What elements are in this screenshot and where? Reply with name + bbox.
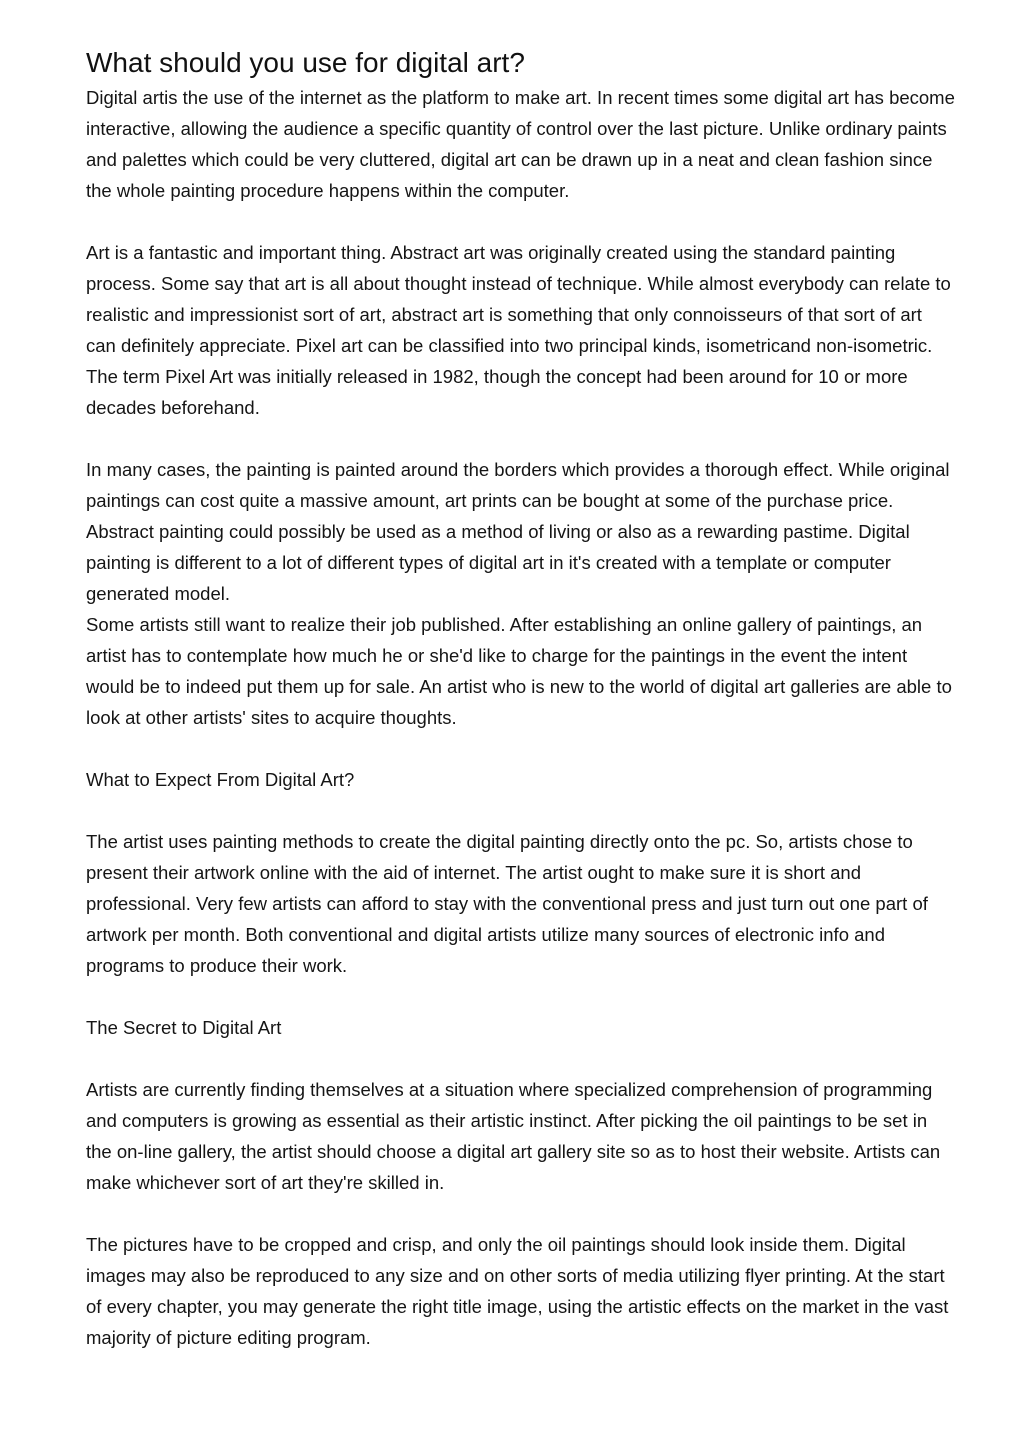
paragraph-spacer <box>86 733 956 764</box>
paragraph-5: The artist uses painting methods to create the digital painting directly onto the pc. So, artists chose to present their artwork online with the aid of internet. The artist ought to make sure it is short and professional. Very few artists can afford to stay with the conventional press and just turn out one part of artwork per month. Both conventional and digital artists utilize many sources of electronic info and programs to produce their work. <box>86 831 928 976</box>
paragraph-3: In many cases, the painting is painted around the borders which provides a thorough effect. While original paintings can cost quite a massive amount, art prints can be bought at some of the purchase price. Abstract painting could possibly be used as a method of living or also as a rewarding pastime. Digital painting is different to a lot of different types of digital art in it's created with a template or computer generated model. <box>86 459 950 604</box>
paragraph-spacer <box>86 1043 956 1074</box>
paragraph-spacer <box>86 795 956 826</box>
paragraph-2: Art is a fantastic and important thing. Abstract art was originally created using the standard painting process. Some say that art is all about thought instead of technique. While almost everybody can relate to realistic and impressionist sort of art, abstract art is something that only connoisseurs of that sort of art can definitely appreciate. Pixel art can be classified into two principal kinds, isometricand non-isometric. The term Pixel Art was initially released in 1982, though the concept had been around for 10 or more decades beforehand. <box>86 242 951 418</box>
paragraph-spacer <box>86 206 956 237</box>
paragraph-6: Artists are currently finding themselves at a situation where specialized comprehension of programming and computers is growing as essential as their artistic instinct. After picking the oil paintings to be set in the on-line gallery, the artist should choose a digital art gallery site so as to host their website. Artists can make whichever sort of art they're skilled in. <box>86 1079 941 1193</box>
section-heading-2: The Secret to Digital Art <box>86 1017 282 1038</box>
paragraph-4: Some artists still want to realize their job published. After establishing an online gallery of paintings, an artist has to contemplate how much he or she'd like to charge for the paintings in the event the intent would be to indeed put them up for sale. An artist who is new to the world of digital art galleries are able to look at other artists' sites to acquire thoughts. <box>86 614 952 728</box>
document-page <box>86 44 956 1353</box>
document-title: What should you use for digital art? <box>86 47 525 78</box>
paragraph-spacer <box>86 423 956 454</box>
paragraph-spacer <box>86 981 956 1012</box>
paragraph-7: The pictures have to be cropped and crisp, and only the oil paintings should look inside them. Digital images may also be reproduced to any size and on other sorts of media utilizing flyer printing. At the start of every chapter, you may generate the right title image, using the artistic effects on the market in the vast majority of picture editing program. <box>86 1234 949 1348</box>
paragraph-1: Digital artis the use of the internet as the platform to make art. In recent times some digital art has become interactive, allowing the audience a specific quantity of control over the last picture. Unlike ordinary paints and palettes which could be very cluttered, digital art can be drawn up in a neat and clean fashion since the whole painting procedure happens within the computer. <box>86 87 955 201</box>
section-heading-1: What to Expect From Digital Art? <box>86 769 355 790</box>
paragraph-spacer <box>86 1198 956 1229</box>
